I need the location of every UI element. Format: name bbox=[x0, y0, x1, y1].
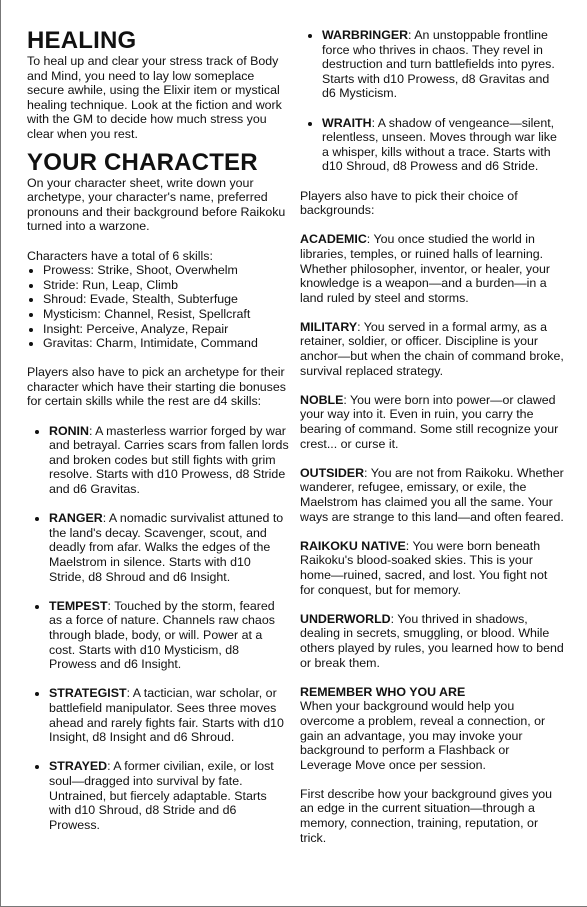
background-underworld bbox=[300, 612, 564, 670]
background-desc: : You were born beneath Raikoku's blood-soaked skies. This is your home—ruined, sacred, and lost. You fight not for conquest, but for memory. bbox=[300, 538, 548, 597]
healing-heading: HEALING bbox=[27, 27, 137, 54]
archetype-desc: : A masterless warrior forged by war and betrayal. Carries scars from fallen lords and broken codes but still fights with grim resolve. Starts with d10 Prowess, d8 Stride and d6 Gravitas. bbox=[49, 423, 289, 497]
remember-text-2: First describe how your background gives you an edge in the current situation—through a memory, connection, training, reputation, or trick. bbox=[300, 786, 553, 845]
archetype-name: STRATEGIST bbox=[49, 686, 127, 701]
skills-intro: Characters have a total of 6 skills: bbox=[27, 248, 213, 263]
remember-heading: REMEMBER WHO YOU ARE bbox=[300, 684, 466, 699]
background-desc: : You are not from Raikoku. Whether wanderer, refugee, emissary, or exile, the Maelstrom has claimed you all the same. Your ways are strange to this land—and often feared. bbox=[300, 465, 564, 524]
background-name: NOBLE bbox=[300, 392, 344, 407]
archetype-name: TEMPEST bbox=[49, 598, 108, 613]
healing-text: To heal up and clear your stress track of Body and Mind, you need to lay low someplace secure awhile, using the Elixir item or mystical healing technique. Look at the fiction and work with the GM to decide how much stress you clear when you rest. bbox=[27, 54, 282, 141]
skill-item: • Shroud: Evade, Stealth, Subterfuge bbox=[43, 292, 289, 307]
backgrounds-intro: Players also have to pick their choice of backgrounds: bbox=[300, 188, 518, 218]
archetype-ronin bbox=[49, 424, 289, 497]
archetype-desc: : A former civilian, exile, or lost soul—dragged into survival by fate. Untrained, but fiercely adaptable. Starts with d10 Shroud, d8 Stride and d6 Prowess. bbox=[49, 759, 274, 832]
right-column bbox=[300, 28, 564, 845]
archetype-ranger bbox=[49, 511, 289, 584]
background-desc: : You thrived in shadows, dealing in secrets, smuggling, or blood. While others played by rules, you learned how to bend or break them. bbox=[300, 611, 564, 670]
background-name: ACADEMIC bbox=[300, 232, 367, 247]
archetype-list-right bbox=[300, 28, 564, 174]
archetype-desc: : A shadow of vengeance—silent, relentless, unseen. Moves through war like a whisper, kills without a trace. Starts with d10 Shroud, d8 Prowess and d6 Stride. bbox=[322, 115, 557, 174]
archetype-desc: : A nomadic survivalist attuned to the land's decay. Scavenger, scout, and deadly from afar. Walks the edges of the Maelstrom in silence. Starts with d10 Stride, d8 Shroud and d6 Insight. bbox=[49, 511, 284, 584]
background-raikoku-native bbox=[300, 539, 564, 597]
background-name: OUTSIDER bbox=[300, 465, 365, 480]
background-outsider bbox=[300, 466, 564, 524]
archetype-desc: : A tactician, war scholar, or battlefield manipulator. Sees three moves ahead and rarely fights fair. Starts with d10 Insight, d8 Insight and d6 Shroud. bbox=[49, 686, 284, 745]
archetype-wraith bbox=[322, 116, 564, 174]
background-name: UNDERWORLD bbox=[300, 611, 391, 626]
archetype-strategist bbox=[49, 686, 289, 744]
background-academic bbox=[300, 232, 564, 305]
skills-list bbox=[27, 263, 289, 351]
skill-item: • Gravitas: Charm, Intimidate, Command bbox=[43, 336, 289, 351]
archetype-desc: : Touched by the storm, feared as a force of nature. Channels raw chaos through blade, body, or will. Power at a cost. Starts with d10 Mysticism, d8 Prowess and d6 Insight. bbox=[49, 598, 275, 672]
archetype-name: STRAYED bbox=[49, 759, 108, 774]
skill-item: • Insight: Perceive, Analyze, Repair bbox=[43, 322, 289, 337]
archetype-tempest bbox=[49, 599, 289, 672]
background-name: RAIKOKU NATIVE bbox=[300, 538, 406, 553]
archetype-name: RONIN bbox=[49, 423, 89, 438]
background-military bbox=[300, 320, 564, 378]
background-desc: : You were born into power—or clawed your way into it. Even in ruin, you carry the bearing of command. Some still recognize your crest... or curse it. bbox=[300, 392, 559, 451]
character-intro: On your character sheet, write down your archetype, your character's name, preferred pronouns and their background before Raikoku turned into a warzone. bbox=[27, 175, 286, 234]
archetype-name: WARBRINGER bbox=[322, 28, 409, 42]
archetype-desc: : An unstoppable frontline force who thrives in chaos. They revel in destruction and turn battlefields into pyres. Starts with d10 Prowess, d8 Gravitas and d6 Mysticism. bbox=[322, 28, 555, 101]
remember-text: When your background would help you overcome a problem, reveal a connection, or gain an advantage, you may invoke your background to perform a Flashback or Leverage Move once per session. bbox=[300, 699, 546, 772]
skill-item: • Mysticism: Channel, Resist, Spellcraft bbox=[43, 307, 289, 322]
background-desc: : You once studied the world in libraries, temples, or ruined halls of learning. Whether philosopher, inventor, or healer, your knowledge is a weapon—and a burden—in a land ruled by steel and storms. bbox=[300, 232, 551, 305]
background-desc: : You served in a formal army, as a retainer, soldier, or officer. Discipline is your anchor—but when the chain of command broke, survival replaced strategy. bbox=[300, 319, 564, 378]
skill-item: • Prowess: Strike, Shoot, Overwhelm bbox=[43, 263, 289, 278]
archetype-list-left bbox=[27, 424, 289, 833]
skill-item: • Stride: Run, Leap, Climb bbox=[43, 278, 289, 293]
left-column bbox=[27, 28, 289, 832]
background-name: MILITARY bbox=[300, 319, 358, 334]
archetype-name: RANGER bbox=[49, 511, 103, 526]
archetype-name: WRAITH bbox=[322, 115, 372, 130]
archetype-strayed bbox=[49, 759, 289, 832]
background-noble bbox=[300, 393, 564, 451]
your-character-heading: YOUR CHARACTER bbox=[27, 148, 258, 176]
archetype-warbringer bbox=[322, 28, 564, 101]
archetype-intro: Players also have to pick an archetype for their character which have their starting die bonuses for certain skills while the rest are d4 skills: bbox=[27, 365, 286, 409]
